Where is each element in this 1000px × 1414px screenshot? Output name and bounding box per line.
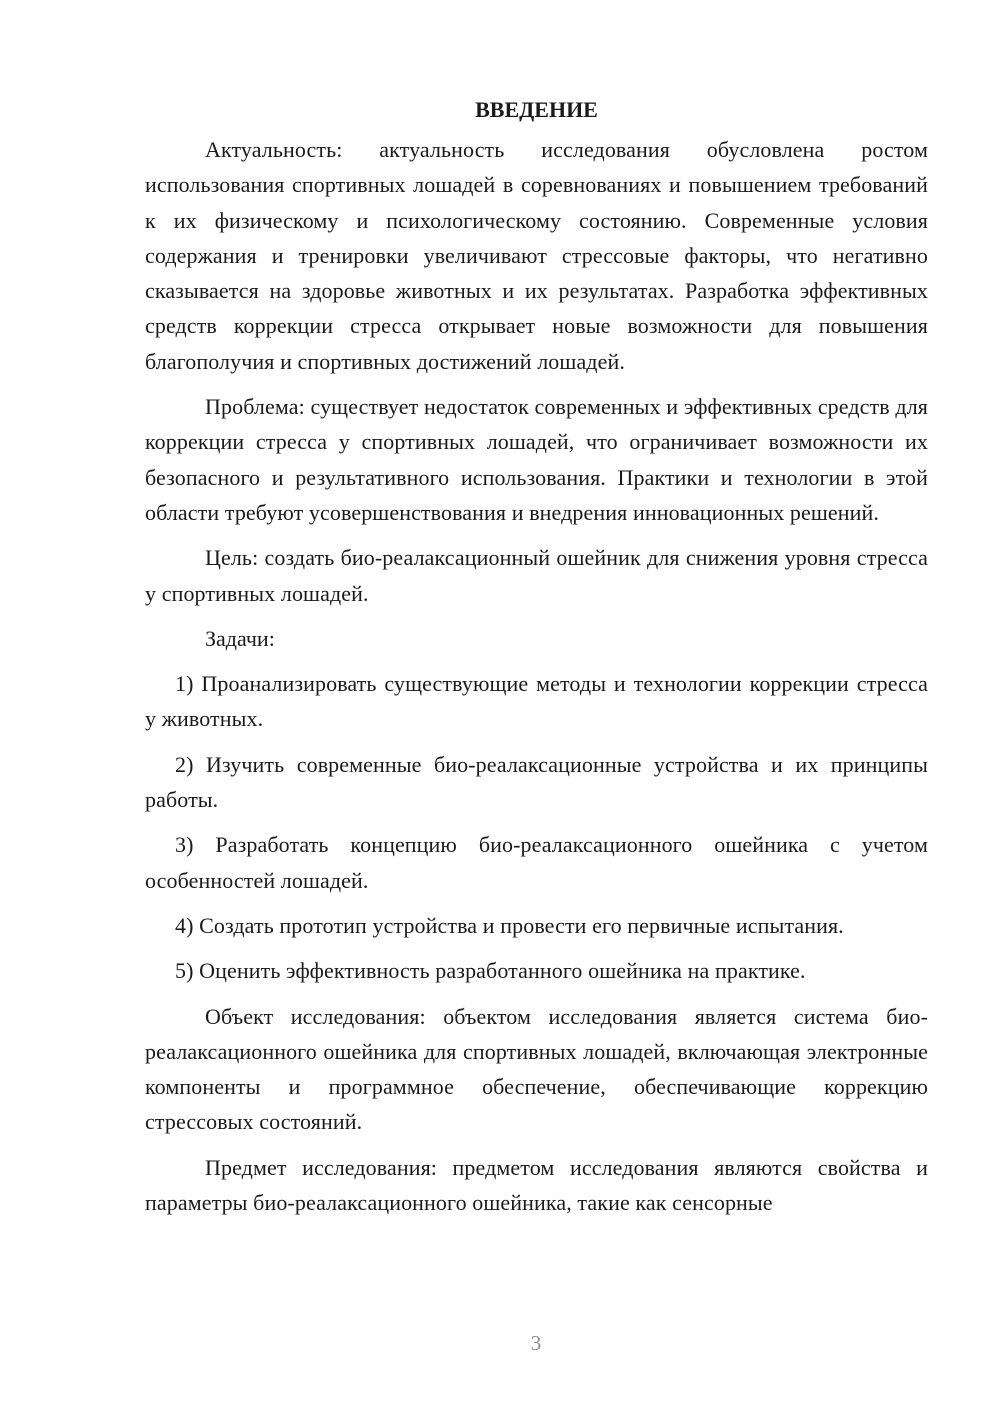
relevance-paragraph: Актуальность: актуальность исследования обусловлена ростом использования спортивных лошадей в соревнованиях и повышением требований к их физическому и психологическому состоянию. Современные условия содержания и тренировки увеличивают стрессовые факторы, что негативно сказывается на здоровье животных и их результатах. Разработка эффективных средств коррекции стресса открывает новые возможности для повышения благополучия и спортивных достижений лошадей.: [145, 137, 928, 374]
task-item: 4) Создать прототип устройства и провести его первичные испытания.: [175, 912, 844, 938]
problem-paragraph: Проблема: существует недостаток современных и эффективных средств для коррекции стресса у спортивных лошадей, что ограничивает возможности их безопасного и результативного использования. Практики и технологии в этой области требуют усовершенствования и внедрения инновационных решений.: [145, 394, 928, 525]
tasks-title: Задачи:: [205, 625, 275, 651]
goal-paragraph: Цель: создать био-реалаксационный ошейник для снижения уровня стресса у спортивных лошадей.: [145, 545, 928, 606]
page-content: [145, 92, 928, 1230]
task-item: 2) Изучить современные био-реалаксационные устройства и их принципы работы.: [145, 751, 928, 813]
page-number: 3: [530, 1331, 542, 1355]
task-item: 1) Проанализировать существующие методы и технологии коррекции стресса у животных.: [145, 671, 928, 732]
task-item: 3) Разработать концепцию био-реалаксационного ошейника с учетом особенностей лошадей.: [145, 832, 928, 893]
task-item: 5) Оценить эффективность разработанного ошейника на практике.: [175, 958, 806, 984]
subject-paragraph: Предмет исследования: предметом исследования являются свойства и параметры био-реалаксационного ошейника, такие как сенсорные: [145, 1154, 928, 1216]
object-paragraph: Объект исследования: объектом исследования является система био-реалаксационного ошейника для спортивных лошадей, включающая электронные компоненты и программное обеспечение, обеспечивающие коррекцию стрессовых состояний.: [145, 1003, 928, 1135]
tasks-list: [145, 666, 928, 988]
section-heading: ВВЕДЕНИЕ: [475, 97, 598, 122]
